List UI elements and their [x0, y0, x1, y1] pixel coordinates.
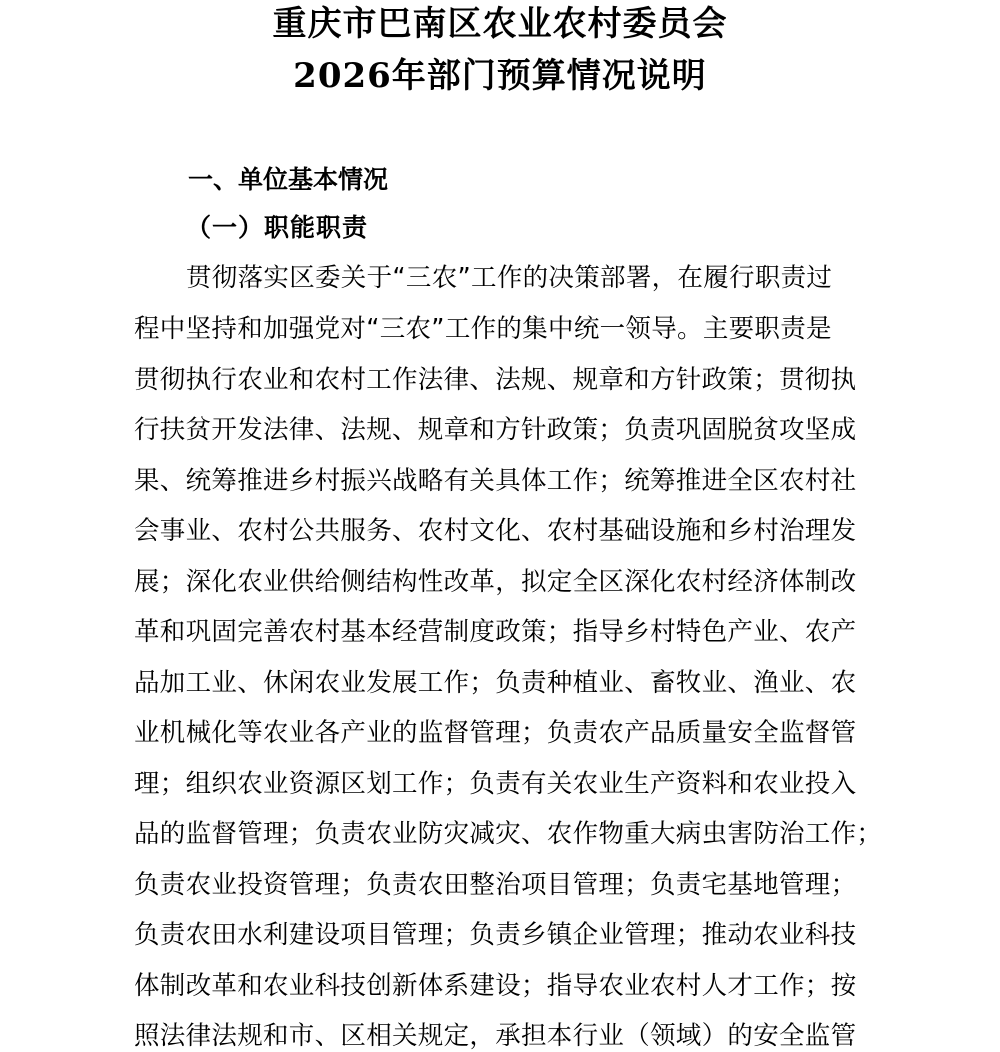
body-text-line: 理；组织农业资源区划工作；负责有关农业生产资料和农业投入 [134, 769, 857, 799]
document-title-line1: 重庆市巴南区农业农村委员会 [272, 4, 728, 44]
body-text-line: 业机械化等农业各产业的监督管理；负责农产品质量安全监督管 [134, 718, 857, 748]
body-text-line: 照法律法规和市、区相关规定，承担本行业（领域）的安全监管 [134, 1021, 857, 1051]
body-text-line: 会事业、农村公共服务、农村文化、农村基础设施和乡村治理发 [134, 516, 857, 546]
document-title-line2: 2026年部门预算情况说明 [293, 56, 707, 96]
body-text-line: 果、统筹推进乡村振兴战略有关具体工作；统筹推进全区农村社 [134, 466, 857, 496]
body-text-line: 负责农田水利建设项目管理；负责乡镇企业管理；推动农业科技 [134, 920, 857, 950]
body-text-line: 负责农业投资管理；负责农田整治项目管理；负责宅基地管理； [134, 870, 857, 900]
body-text-line: 品加工业、休闲农业发展工作；负责种植业、畜牧业、渔业、农 [134, 668, 857, 698]
section-heading: 一、单位基本情况 [188, 165, 389, 194]
body-text-line: 展；深化农业供给侧结构性改革，拟定全区深化农村经济体制改 [134, 567, 857, 597]
body-text-line: 贯彻落实区委关于“三农”工作的决策部署，在履行职责过 [186, 263, 833, 293]
body-text-line: 革和巩固完善农村基本经营制度政策；指导乡村特色产业、农产 [134, 617, 857, 647]
subsection-heading: （一）职能职责 [186, 213, 369, 242]
body-text-line: 品的监督管理；负责农业防灾减灾、农作物重大病虫害防治工作； [134, 819, 883, 849]
body-text-line: 行扶贫开发法律、法规、规章和方针政策；负责巩固脱贫攻坚成 [134, 415, 857, 445]
body-text-line: 体制改革和农业科技创新体系建设；指导农业农村人才工作；按 [134, 971, 857, 1001]
body-text-line: 贯彻执行农业和农村工作法律、法规、规章和方针政策；贯彻执 [134, 365, 857, 395]
body-text-line: 程中坚持和加强党对“三农”工作的集中统一领导。主要职责是 [134, 314, 832, 344]
